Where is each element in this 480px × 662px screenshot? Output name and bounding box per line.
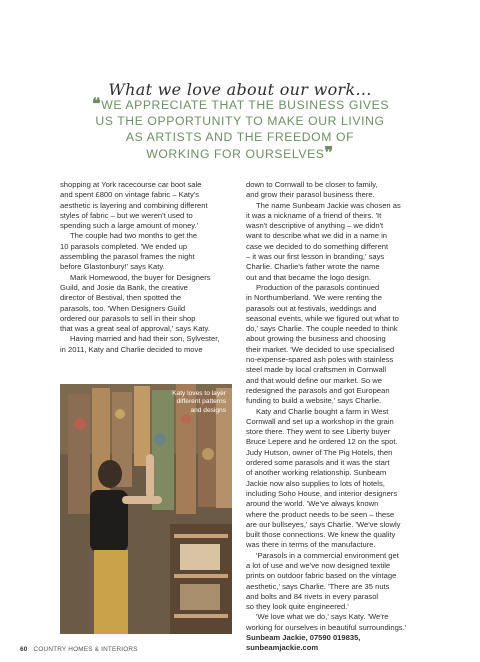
body-line: funding to build a website,' says Charlie. [246, 396, 382, 406]
body-line: working for ourselves in beautiful surroundings.' [246, 622, 407, 632]
section-heading: What we love about our work... [108, 80, 372, 99]
body-line: 'We love what we do,' says Katy. 'We're [256, 612, 389, 622]
caption-line: different patterns [176, 398, 226, 406]
caption-line: and designs [190, 406, 226, 414]
article-photo [60, 384, 232, 634]
body-line: – it was our first lesson in branding,' says [246, 252, 385, 262]
body-line: Judy Hutson, owner of The Pig Hotels, then [246, 447, 393, 457]
body-line: The couple had two months to get the [70, 231, 198, 241]
body-line: out and that became the logo design. [246, 272, 371, 282]
pull-quote-line: US THE OPPORTUNITY TO MAKE OUR LIVING [95, 114, 385, 128]
body-line: in 2011, Katy and Charlie decided to move [60, 344, 203, 354]
body-line: spending such a large amount of money.' [60, 221, 199, 231]
body-line: aesthetic,' says Charlie. 'There are 35 nuts [246, 581, 390, 591]
body-line: styles of fabric – but we weren't used to [60, 210, 193, 220]
body-line: shopping at York racecourse car boot sale [60, 180, 202, 189]
body-line: parasols out at festivals, weddings and [246, 303, 377, 313]
body-line: it was a nickname of a friend of theirs. 'It [246, 210, 382, 220]
body-line: and grow their parasol business there. [246, 190, 375, 200]
body-line: redesigned the parasols and got European [246, 385, 390, 395]
body-line: are our bullseyes,' says Charlie. 'We've slowly [246, 519, 401, 529]
body-line: director of Bestival, then spotted the [60, 293, 182, 303]
magazine-name: COUNTRY HOMES & INTERIORS [33, 646, 138, 653]
contact-line: Sunbeam Jackie, 07590 019835, [246, 633, 361, 643]
close-quote-icon: ❞ [324, 143, 334, 162]
body-line: and that would define our market. So we [246, 375, 382, 385]
body-line: Charlie. Charlie's father wrote the name [246, 262, 380, 272]
body-line: want to describe what we did in a name in [246, 231, 387, 241]
body-line: parasols, too. 'When Designers Guild [60, 303, 186, 313]
body-line: before Glastonbury!' says Katy. [60, 262, 165, 272]
pull-quote [92, 96, 388, 162]
body-line: seasonal events, while we figured out what to [246, 313, 399, 323]
body-line: do,' says Charlie. The couple needed to think [246, 324, 398, 334]
body-line: Bruce Lepere and he ordered 12 on the spot. [246, 437, 398, 447]
caption-line: Katy loves to layer [172, 390, 226, 397]
body-line: that was a great seal of approval,' says Katy. [60, 324, 210, 334]
body-line: case we decided to do something different [246, 241, 389, 251]
right-column [246, 180, 422, 654]
page-footer [20, 646, 138, 653]
body-line: Mark Homewood, the buyer for Designers [70, 272, 211, 282]
open-quote-icon: ❝ [92, 94, 102, 113]
pull-quote-line: ❝WE APPRECIATE THAT THE BUSINESS GIVES [92, 94, 390, 113]
page-number: 60 [20, 646, 28, 653]
body-line: no-expense-spared ash poles with stainless [246, 355, 394, 365]
body-line: Katy and Charlie bought a farm in West [256, 406, 389, 416]
body-line: Guild, and Josie da Bank, the creative [60, 282, 188, 292]
body-line: store there. They went to see Liberty buyer [246, 427, 391, 437]
body-line: Jackie now also supplies to lots of hotels, [246, 478, 385, 488]
body-line: prints on outdoor fabric based on the vintage [246, 571, 397, 581]
body-line: including Soho House, and interior designers [246, 488, 398, 498]
body-line: built those connections. We knew the quality [246, 530, 396, 540]
body-line: Production of the parasols continued [256, 282, 380, 292]
body-line: their market. 'We decided to use specialised [246, 344, 395, 354]
body-line: wasn't descriptive of anything – we didn't [246, 221, 384, 231]
body-line: Having married and had their son, Sylvester, [70, 334, 220, 344]
body-line: down to Cornwall to be closer to family, [246, 180, 378, 189]
pull-quote-line: WORKING FOR OURSELVES❞ [146, 143, 334, 162]
body-line: steel made by local craftsmen in Cornwall [246, 365, 387, 375]
body-line: 10 parasols completed. 'We ended up [60, 241, 188, 251]
body-line: and bolts and 84 rivets in every parasol [246, 591, 379, 601]
body-line: and spent £800 on vintage fabric – Katy's [60, 190, 200, 200]
website-link[interactable]: sunbeamjackie.com [246, 643, 319, 653]
body-line: ordered some parasols and it was the start [246, 458, 390, 468]
body-line: ordered our parasols to sell in their shop [60, 313, 196, 323]
left-column [60, 180, 230, 355]
body-line: The name Sunbeam Jackie was chosen as [256, 200, 401, 210]
body-line: aesthetic is layering and combining different [60, 200, 208, 210]
pull-quote-line: AS ARTISTS AND THE FREEDOM OF [125, 130, 355, 144]
body-line: was there in terms of the manufacture. [246, 540, 376, 550]
body-line: around the world. 'We've always known [246, 499, 379, 509]
body-line: 'Parasols in a commercial environment get [256, 550, 399, 560]
body-line: so they look quite engineered.' [246, 602, 349, 612]
body-line: where the product needs to be seen – these [246, 509, 395, 519]
body-line: Cornwall and set up a workshop in the grain [246, 416, 394, 426]
body-line: in Northumberland. 'We were renting the [246, 293, 382, 303]
body-line: about growing the business and choosing [246, 334, 386, 344]
body-line: of another working relationship. Sunbeam [246, 468, 387, 478]
photo-caption [146, 390, 226, 415]
body-line: a lot of use and we've now designed textile [246, 560, 391, 570]
workshop-photo-illustration [60, 384, 232, 634]
body-line: assembling the parasol frames the night [60, 252, 195, 262]
